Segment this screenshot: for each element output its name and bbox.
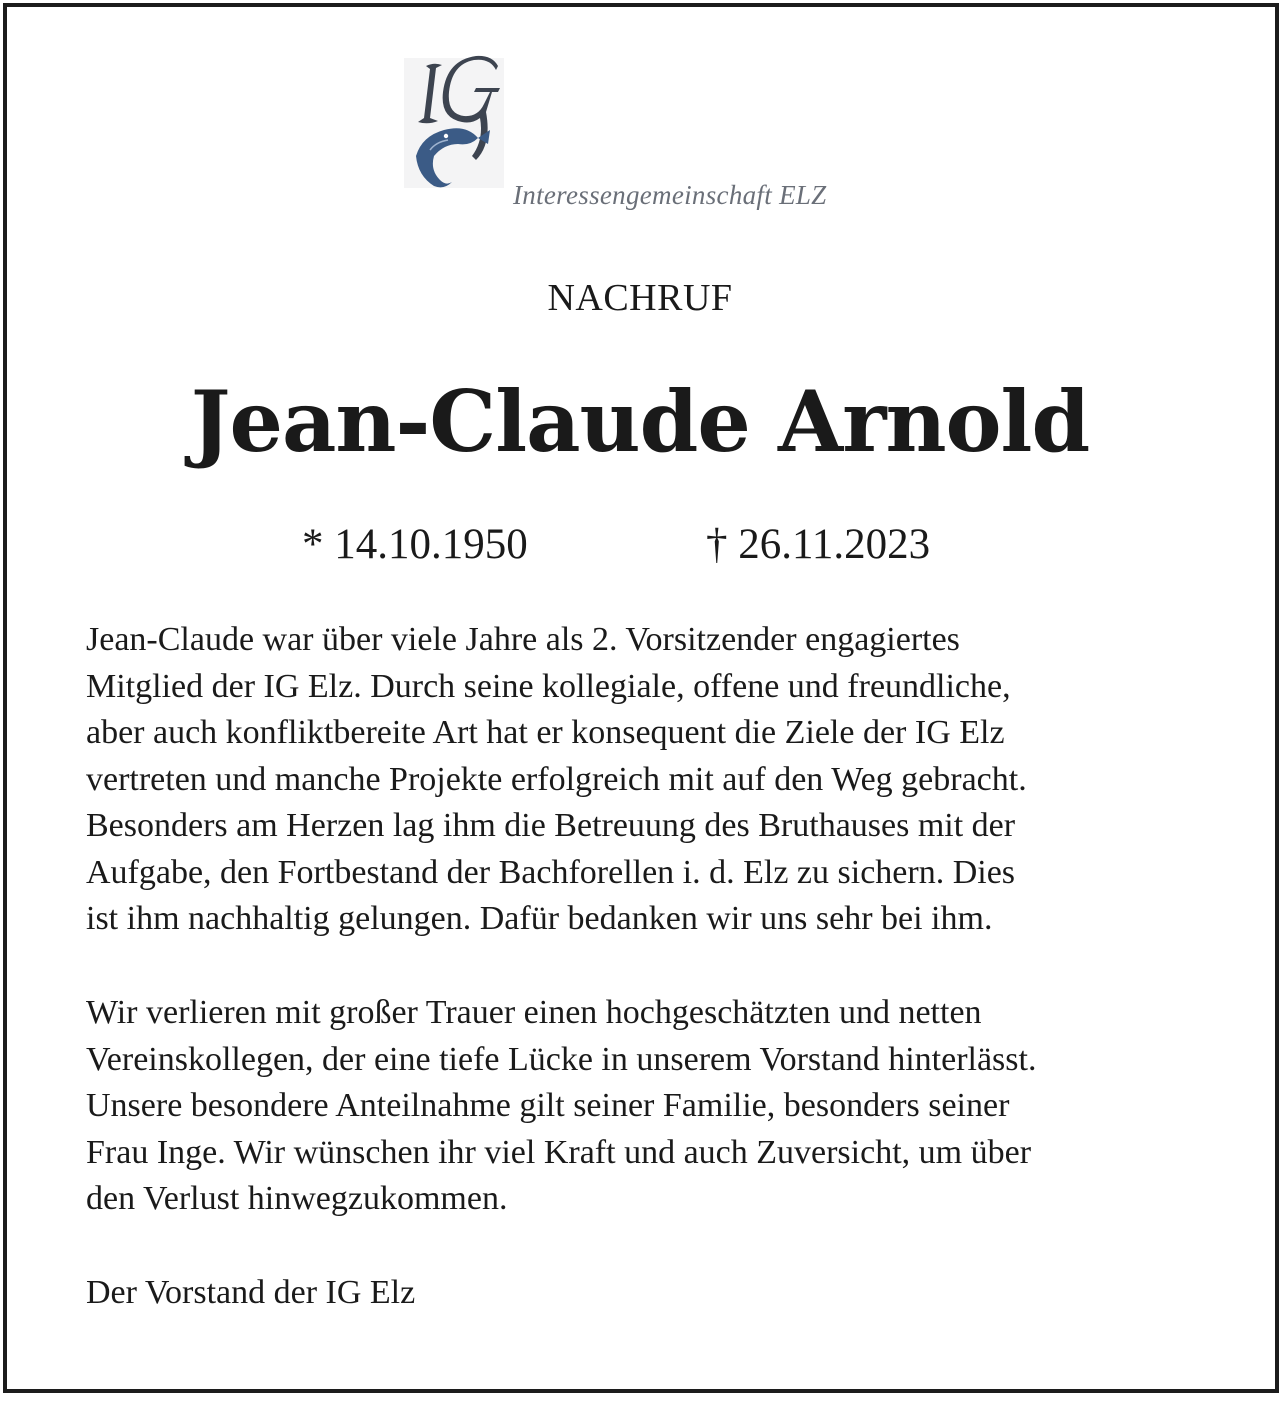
signature: Der Vorstand der IG Elz <box>86 1274 416 1311</box>
text-line: Wir verlieren mit großer Trauer einen hochgeschätzten und netten <box>86 994 982 1031</box>
birth-date: * 14.10.1950 <box>302 521 528 568</box>
logo-graphic <box>400 52 870 192</box>
deceased-name: Jean-Claude Arnold <box>190 372 1090 471</box>
text-line: den Verlust hinwegzukommen. <box>86 1180 508 1217</box>
text-line: Vereinskollegen, der eine tiefe Lücke in unserem Vorstand hinterlässt. <box>86 1040 1037 1078</box>
text-line: Mitglied der IG Elz. Durch seine kollegiale, offene und freundliche, <box>86 667 1011 705</box>
text-line: Unsere besondere Anteilnahme gilt seiner Familie, besonders seiner <box>86 1087 1010 1124</box>
text-line: Aufgabe, den Fortbestand der Bachforellen i. d. Elz zu sichern. Dies <box>86 853 1016 891</box>
death-date: † 26.11.2023 <box>706 521 931 568</box>
ig-elz-logo <box>400 52 870 210</box>
logo-tagline: Interessengemeinschaft ELZ <box>513 180 827 210</box>
condolence-paragraph <box>86 990 1206 1223</box>
text-line: Jean-Claude war über viele Jahre als 2. Vorsitzender engagiertes <box>86 621 960 658</box>
notice-heading: NACHRUF <box>547 277 733 319</box>
text-line: Besonders am Herzen lag ihm die Betreuung des Bruthauses mit der <box>86 807 1016 844</box>
tribute-paragraph <box>86 617 1206 943</box>
text-line: Frau Inge. Wir wünschen ihr viel Kraft und auch Zuversicht, um über <box>86 1133 1032 1171</box>
text-line: ist ihm nachhaltig gelungen. Dafür bedanken wir uns sehr bei ihm. <box>86 900 993 937</box>
text-line: vertreten und manche Projekte erfolgreich mit auf den Weg gebracht. <box>86 760 1027 798</box>
text-line: aber auch konfliktbereite Art hat er konsequent die Ziele der IG Elz <box>86 714 1005 751</box>
